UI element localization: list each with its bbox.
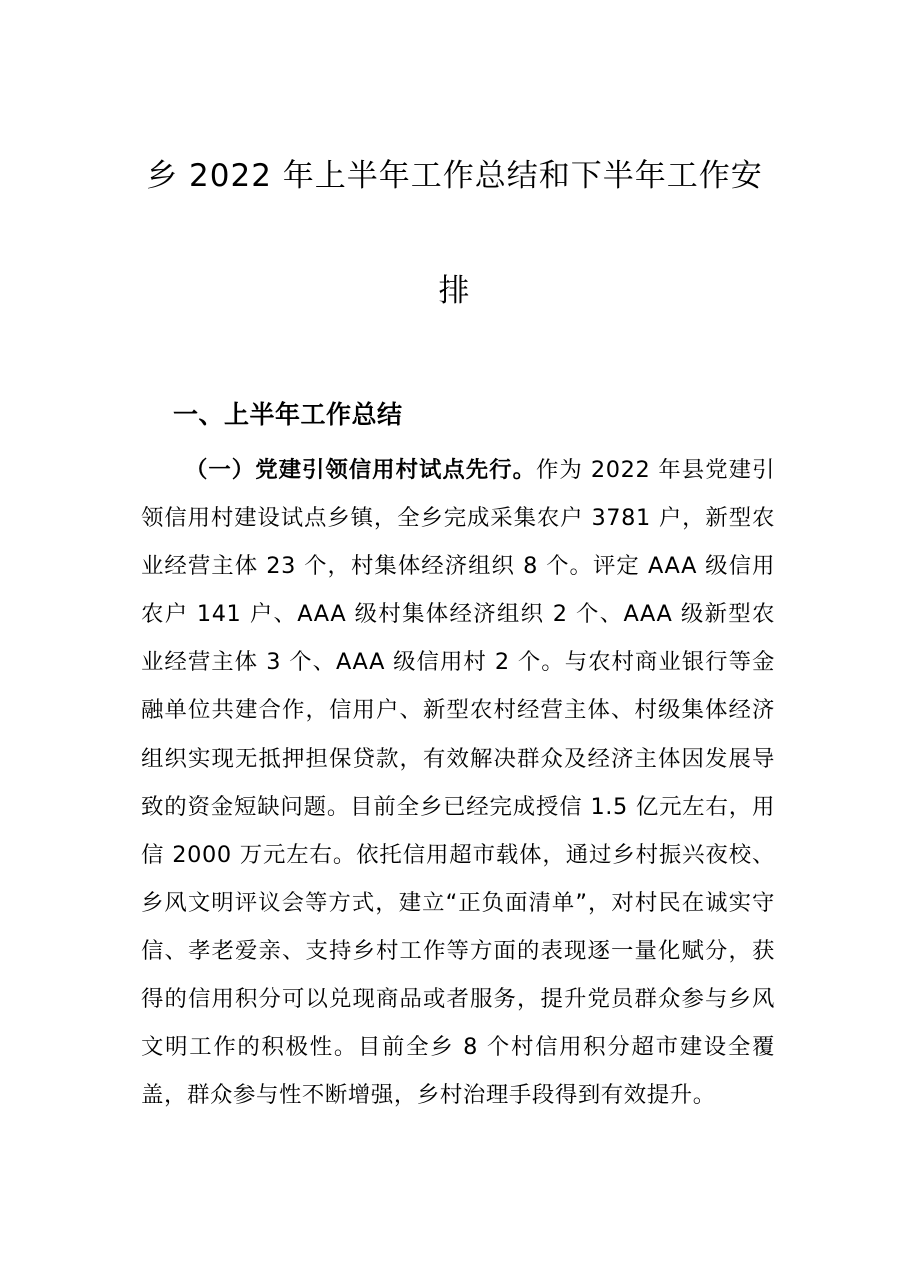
paragraph-body: 作为 2022 年县党建引领信用村建设试点乡镇，全乡完成采集农户 3781 户，新型农业经营主体 23 个，村集体经济组织 8 个。评定 AAA 级信用农户 141 户、AAA 级村集体经济组织 2 个、AAA 级新型农业经营主体 3 个、AAA 级信用村 2 个。与农村商业银行等金融单位共建合作，信用户、新型农村经营主体、村级集体经济组织实现无抵押担保贷款，有效解决群众及经济主体因发展导致的资金短缺问题。目前全乡已经完成授信 1.5 亿元左右，用信 2000 万元左右。依托信用超市载体，通过乡村振兴夜校、乡风文明评议会等方式，建立“正负面清单”，对村民在诚实守信、孝老爱亲、支持乡村工作等方面的表现逐一量化赋分，获得的信用积分可以兑现商品或者服务，提升党员群众参与乡风文明工作的积极性。目前全乡 8 个村信用积分超市建设全覆盖，群众参与性不断增强，乡村治理手段得到有效提升。 xyxy=(141,457,775,1109)
document-title-line-1: 乡 2022 年上半年工作总结和下半年工作安 xyxy=(146,158,763,194)
section-heading: 一、上半年工作总结 xyxy=(173,400,403,429)
paragraph-party-building xyxy=(141,446,775,1119)
document-title-line-2: 排 xyxy=(438,273,471,309)
paragraph-lead: （一）党建引领信用村试点先行。 xyxy=(185,457,536,483)
